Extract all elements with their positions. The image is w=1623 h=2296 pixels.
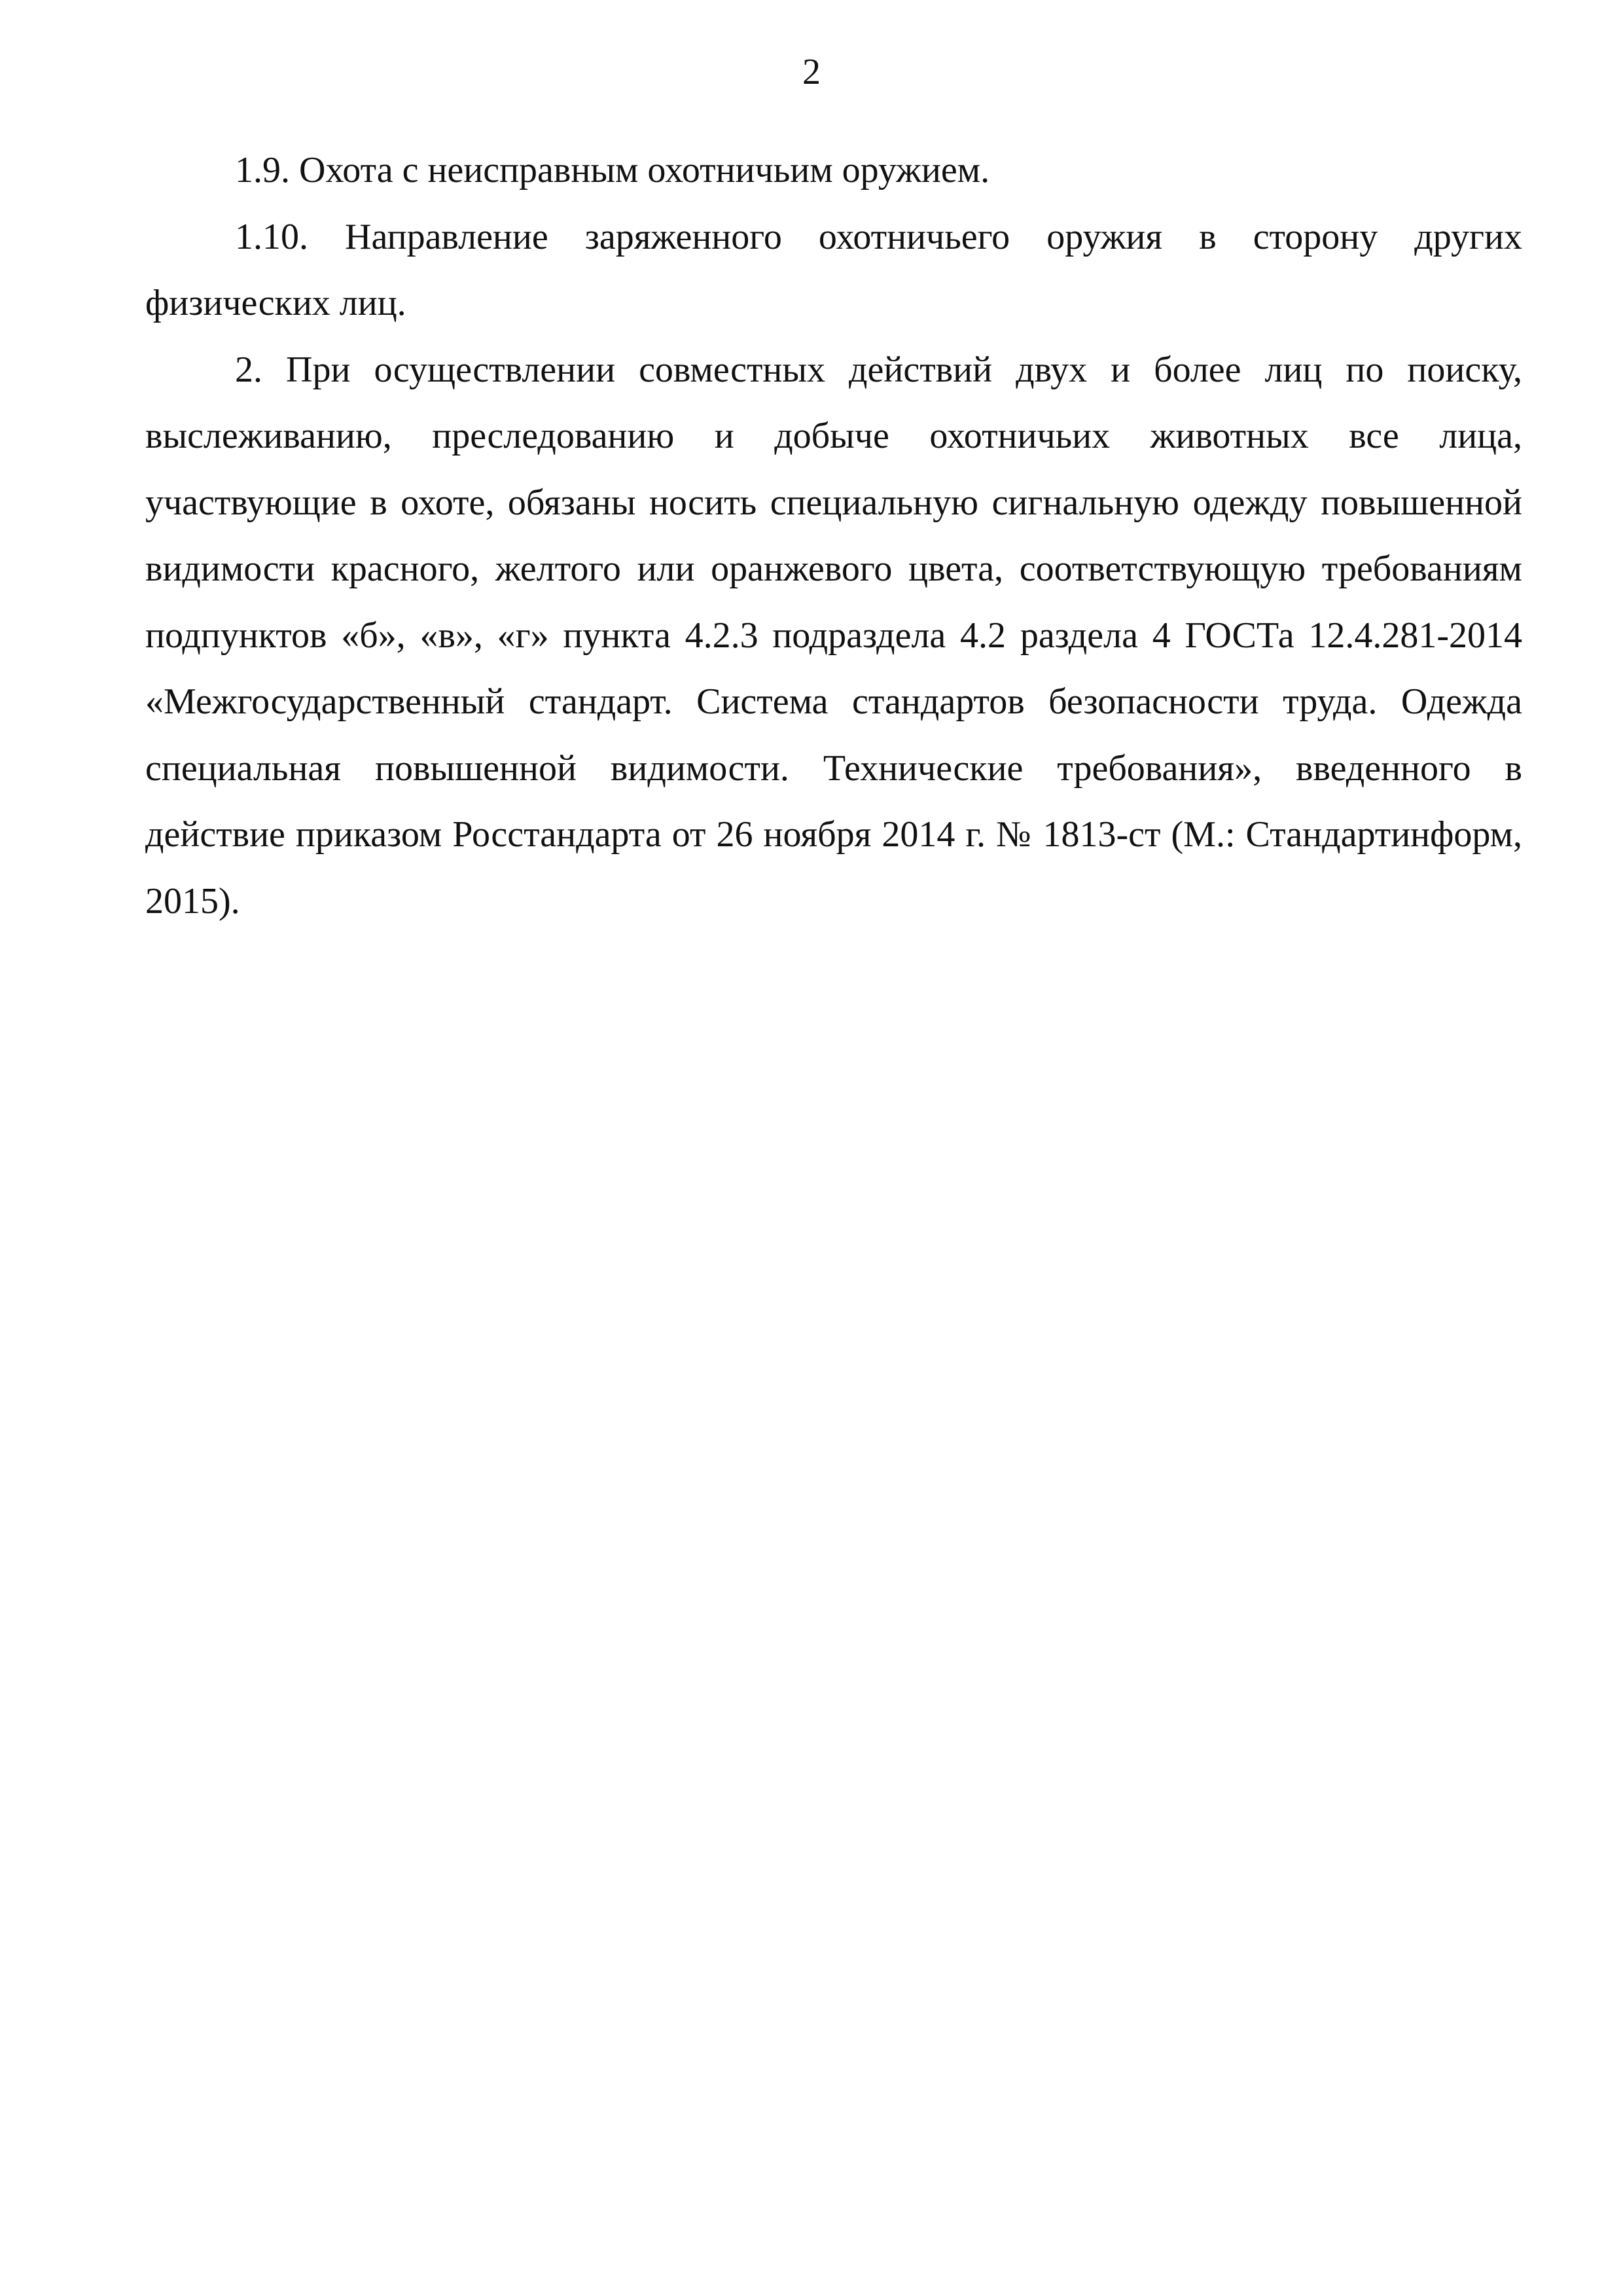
paragraph-1-10: 1.10. Направление заряженного охотничьего оружия в сторону других физических лиц. (145, 216, 1522, 323)
page-number: 2 (802, 52, 821, 92)
paragraph-1-9: 1.9. Охота с неисправным охотничьим оружием. (235, 150, 990, 190)
paragraph-2: 2. При осуществлении совместных действий двух и более лиц по поиску, выслеживанию, преследованию и добыче охотничьих животных все лица, участвующие в охоте, обязаны носить специальную сигнальную одежду повышенной видимости красного, желтого или оранжевого цвета, соответствующую требованиям подпунктов «б», «в», «г» пункта 4.2.3 подраздела 4.2 раздела 4 ГОСТа 12.4.281-2014 «Межгосударственный стандарт. Система стандартов безопасности труда. Одежда специальная повышенной видимости. Технические требования», введенного в действие приказом Росстандарта от 26 ноября 2014 г. № 1813-ст (М.: Стандартинформ, 2015). (145, 349, 1522, 922)
document-body (145, 137, 1522, 935)
